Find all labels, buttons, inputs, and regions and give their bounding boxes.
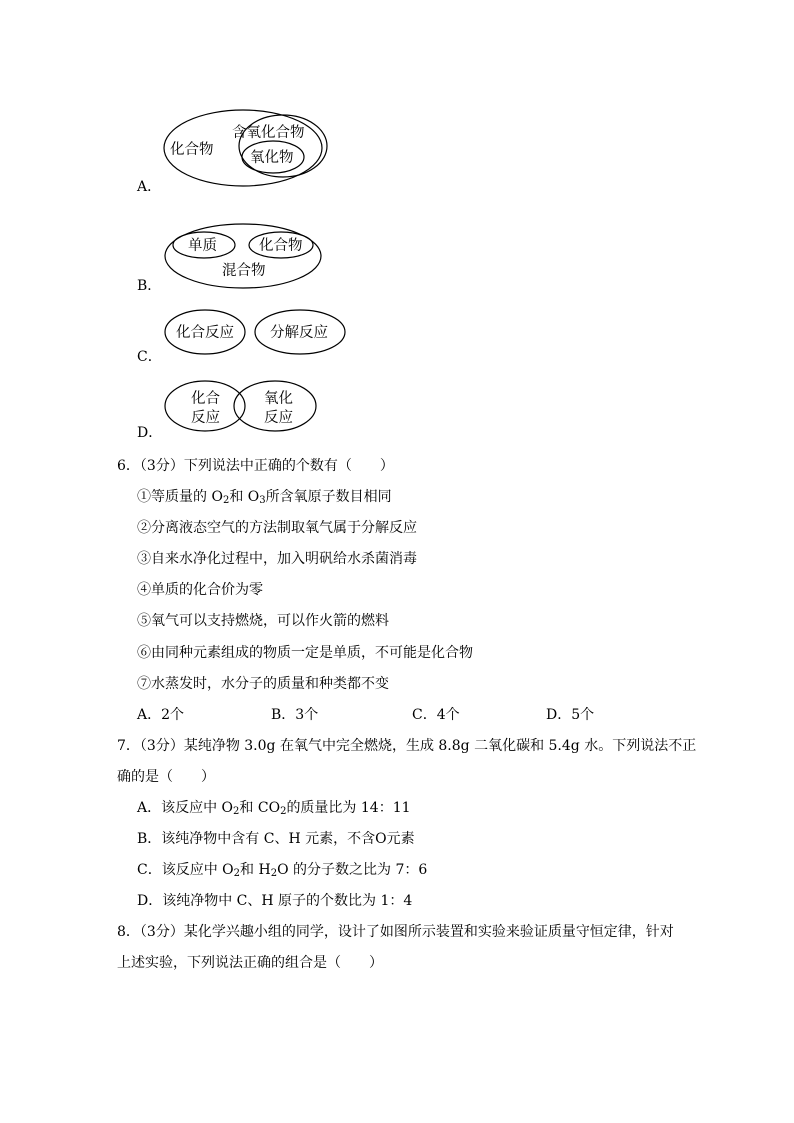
q6-option-a: A．2个 [137,707,185,723]
option-a-letter: A． [137,179,162,195]
diagram-option-c [160,308,355,358]
q7-option-a: A．该反应中 $O_2$和 $CO_2$的质量比为 14：11 [137,800,411,817]
q6-statement-5: ⑤氧气可以支持燃烧，可以作火箭的燃料 [137,613,389,629]
q6-statement-1: ①等质量的 $O_2$和 $O_3$所含氧原子数目相同 [137,489,392,506]
label-left-line2: 反应 [191,410,220,426]
diagram-option-d [160,378,325,438]
label-middle: 含氧化合物 [232,125,305,141]
q6-option-c: C．4个 [412,707,460,723]
q7-option-d: D．该纯净物中 C、H 原子的个数比为 1：4 [137,893,413,909]
label-right-line2: 反应 [264,410,293,426]
q6-options [0,706,794,724]
label-outer: 混合物 [222,263,266,279]
option-c-letter: C． [137,349,162,365]
q6-statement-6: ⑥由同种元素组成的物质一定是单质，不可能是化合物 [137,645,473,661]
label-right: 分解反应 [270,325,328,341]
diagram-option-b [160,222,330,292]
label-left-line1: 化合 [191,391,220,407]
q7-stem-line2: 确的是（ ） [117,769,215,785]
q6-stem: 6．（3分）下列说法中正确的个数有（ ） [117,458,394,474]
q7-option-b: B．该纯净物中含有 C、H 元素，不含O元素 [137,831,415,847]
label-left: 化合反应 [176,325,234,341]
option-d-letter: D． [137,425,163,441]
q6-statement-4: ④单质的化合价为零 [137,582,263,598]
label-outer: 化合物 [170,142,214,158]
option-b-letter: B． [137,278,162,294]
q6-option-b: B．3个 [271,707,319,723]
q6-statement-7: ⑦水蒸发时，水分子的质量和种类都不变 [137,676,389,692]
q8-stem-line2: 上述实验，下列说法正确的组合是（ ） [117,955,383,971]
label-left: 单质 [188,238,217,254]
q6-option-d: D．5个 [546,707,595,723]
diagram-option-a [160,110,340,190]
q6-statement-3: ③自来水净化过程中，加入明矾给水杀菌消毒 [137,551,417,567]
q8-stem-line1: 8．（3分）某化学兴趣小组的同学，设计了如图所示装置和实验来验证质量守恒定律，针对 [117,924,674,940]
q7-option-c: C．该反应中 $O_2$和 $H_2O$ 的分子数之比为 7：6 [137,862,428,879]
q6-statement-2: ②分离液态空气的方法制取氧气属于分解反应 [137,520,417,536]
q7-stem-line1: 7．（3分）某纯净物 3.0g 在氧气中完全燃烧，生成 8.8g 二氧化碳和 5.4g 水。下列说法不正 [117,738,697,754]
label-inner: 氧化物 [250,150,294,166]
label-right-line1: 氧化 [264,391,293,407]
label-right: 化合物 [259,238,303,254]
